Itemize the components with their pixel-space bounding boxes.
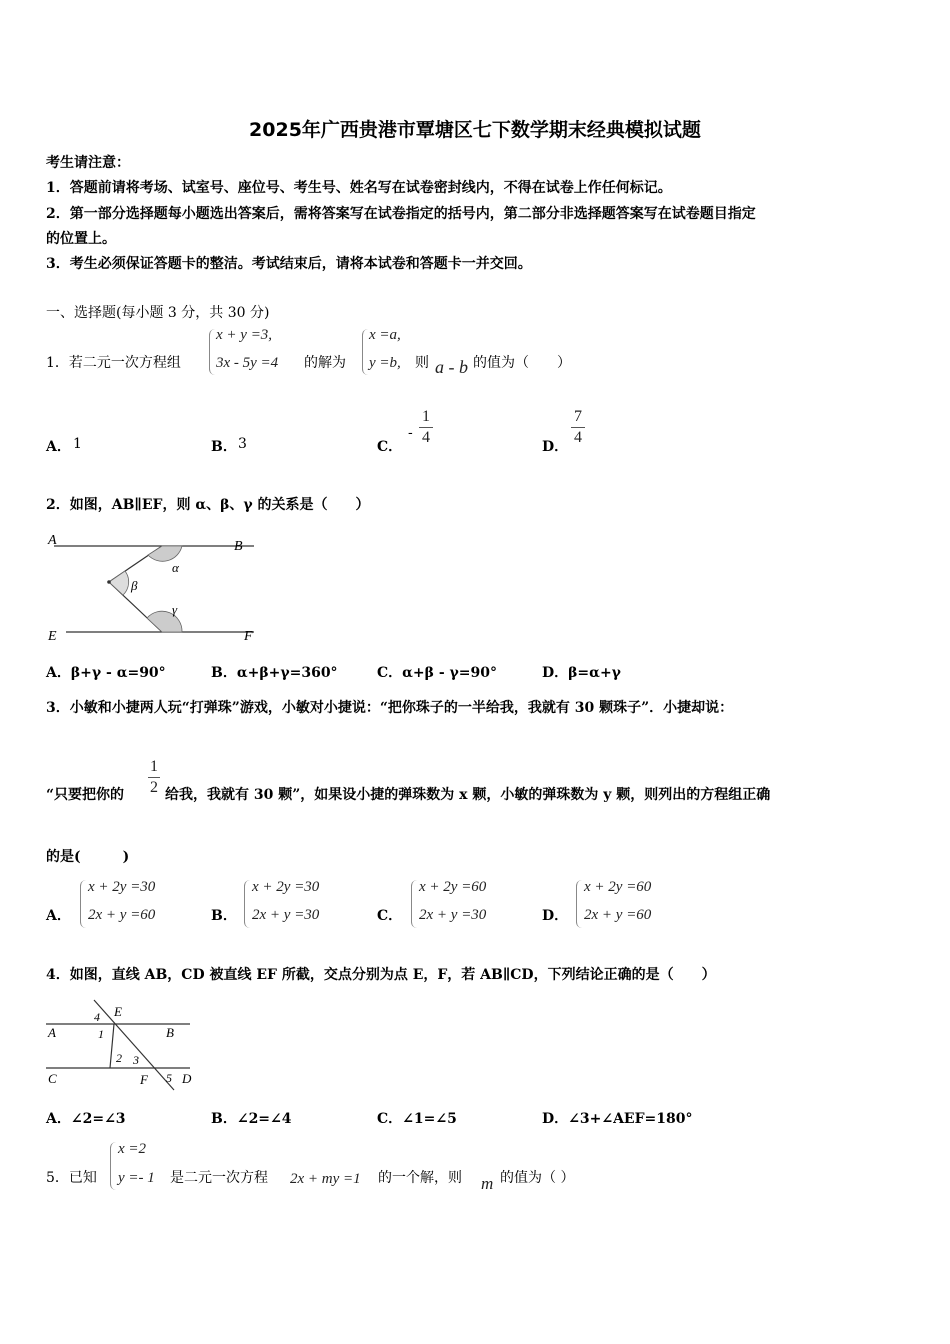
notice-heading: 考生请注意： [46,155,130,171]
q5-mid: 是二元一次方程 [170,1170,268,1186]
q1-mid: 的解为 [304,355,346,371]
q4-label-b: B [166,1025,174,1040]
q2-vertex-dot [107,580,111,584]
q4-label-e: E [114,1004,122,1019]
q5-number: 5．已知 [46,1170,97,1186]
q1-option-b-value: 3 [238,436,247,452]
q1-option-d-den: 4 [574,429,582,446]
q4-stem: 4．如图，直线 AB，CD 被直线 EF 所截，交点分别为点 E，F，若 AB∥CD，下列结论正确的是（ ） [46,967,716,983]
q4-label-d: D [182,1071,192,1086]
q3-fraction-num: 1 [150,758,158,775]
q3-option-a-brace [80,880,87,928]
q2-label-a: A [48,533,57,548]
q1-option-c-label: C． [377,439,403,455]
q4-option-d: D．∠3+∠AEF=180° [542,1111,693,1127]
q5-var: m [481,1174,494,1193]
q1-option-d-num: 7 [574,408,582,425]
q3-line-3: 的是( ) [46,849,130,865]
q3-option-c-label: C． [377,908,403,924]
q3-line-2-end: 给我，我就有 30 颗”，如果设小捷的弹珠数为 x 颗，小敏的弹珠数为 y 颗，则列出的方程组正确 [165,787,771,803]
page-title: 2025年广西贵港市覃塘区七下数学期末经典模拟试题 [249,119,701,141]
q2-stem: 2．如图，AB∥EF，则 α、β、γ 的关系是（ ） [46,497,370,513]
q4-label-c: C [48,1071,57,1086]
notice-item-2: 2．第一部分选择题每小题选出答案后，需将答案写在试卷指定的括号内，第二部分非选择题答案写在试卷题目指定 [46,206,756,222]
q1-option-a-label: A． [46,439,71,455]
q1-brace-1 [209,329,216,375]
notice-item-1: 1．答题前请将考场、试室号、座位号、考生号、姓名写在试卷密封线内，不得在试卷上作任何标记。 [46,180,672,196]
q4-angle-2: 2 [116,1051,122,1065]
q3-fraction-den: 2 [150,779,158,796]
q1-expr: a - b [435,357,468,377]
q3-option-b-eq2: 2x + y =30 [252,907,320,923]
q1-option-c-den: 4 [422,429,430,446]
q4-angle-3: 3 [133,1053,139,1067]
q1-option-a-value: 1 [73,436,82,452]
q3-option-d-eq1: x + 2y =60 [584,879,652,895]
q1-option-d-label: D． [542,439,569,455]
q1-brace-2 [362,329,369,375]
q1-sys2-row1: x =a, [369,327,401,343]
q3-option-d-brace [576,880,583,928]
q2-option-b: B．α+β+γ=360° [211,665,338,681]
q1-sys1-row2: 3x - 5y =4 [216,355,279,371]
notice-item-3: 3．考生必须保证答题卡的整洁。考试结束后，请将本试卷和答题卡一并交回。 [46,256,532,272]
q1-tail: 的值为（ ） [473,355,571,371]
q4-option-b: B．∠2=∠4 [211,1111,292,1127]
section-heading: 一、选择题(每小题 3 分，共 30 分) [46,305,270,321]
q3-line-2-start: “只要把你的 [46,787,125,803]
q5-tail-b: 的值为（ ） [500,1170,575,1186]
q4-figure [44,996,196,1094]
q4-angle-4: 4 [94,1010,100,1024]
notice-item-2-cont: 的位置上。 [46,231,116,247]
q2-option-c: C．α+β - γ=90° [377,665,497,681]
q5-sys-row1: x =2 [118,1141,147,1157]
q3-option-a-eq2: 2x + y =60 [88,907,156,923]
q4-line-ef [94,1000,174,1090]
q3-option-b-brace [244,880,251,928]
q3-fraction [148,758,160,797]
q4-label-a: A [48,1025,56,1040]
q2-angle-alpha-mark [148,546,182,561]
q3-option-d-eq2: 2x + y =60 [584,907,652,923]
q1-option-b-label: B． [211,439,237,455]
q4-angle-5: 5 [166,1071,172,1085]
q5-brace [110,1142,117,1190]
q5-equation: 2x + my =1 [290,1171,361,1187]
q2-figure [44,528,274,646]
q3-line-1: 3．小敏和小捷两人玩“打弹珠”游戏，小敏对小捷说：“把你珠子的一半给我，我就有 30 颗珠子”．小捷却说： [46,700,734,716]
q1-option-d-fraction [571,408,585,447]
q2-option-d: D．β=α+γ [542,665,621,681]
q2-label-gamma: γ [172,602,178,617]
q4-option-c: C．∠1=∠5 [377,1111,457,1127]
q1-option-c-sign: - [408,425,413,441]
q2-label-e: E [48,629,57,644]
q2-label-f: F [244,629,253,644]
q2-label-alpha: α [172,560,179,575]
q3-option-c-eq1: x + 2y =60 [419,879,487,895]
q3-option-a-label: A． [46,908,71,924]
q2-label-beta: β [131,578,138,593]
q3-option-b-label: B． [211,908,237,924]
q3-option-b-eq1: x + 2y =30 [252,879,320,895]
q2-option-a: A．β+γ - α=90° [46,665,166,681]
q3-option-a-eq1: x + 2y =30 [88,879,156,895]
q1-sys1-row1: x + y =3, [216,327,273,343]
q1-then: 则 [415,355,429,371]
q4-option-a: A．∠2=∠3 [46,1111,126,1127]
q1-option-c-num: 1 [422,408,430,425]
q2-label-b: B [234,539,243,554]
q3-option-c-eq2: 2x + y =30 [419,907,487,923]
q1-option-c-fraction [419,408,433,447]
q1-sys2-row2: y =b, [369,355,401,371]
q3-option-d-label: D． [542,908,569,924]
q5-tail-a: 的一个解，则 [378,1170,462,1186]
q4-angle-1: 1 [98,1027,104,1041]
q4-label-f: F [140,1072,148,1087]
q4-segment-inner [110,1024,114,1068]
q5-sys-row2: y =- 1 [118,1170,155,1186]
q3-option-c-brace [411,880,418,928]
q1-number: 1．若二元一次方程组 [46,355,181,371]
